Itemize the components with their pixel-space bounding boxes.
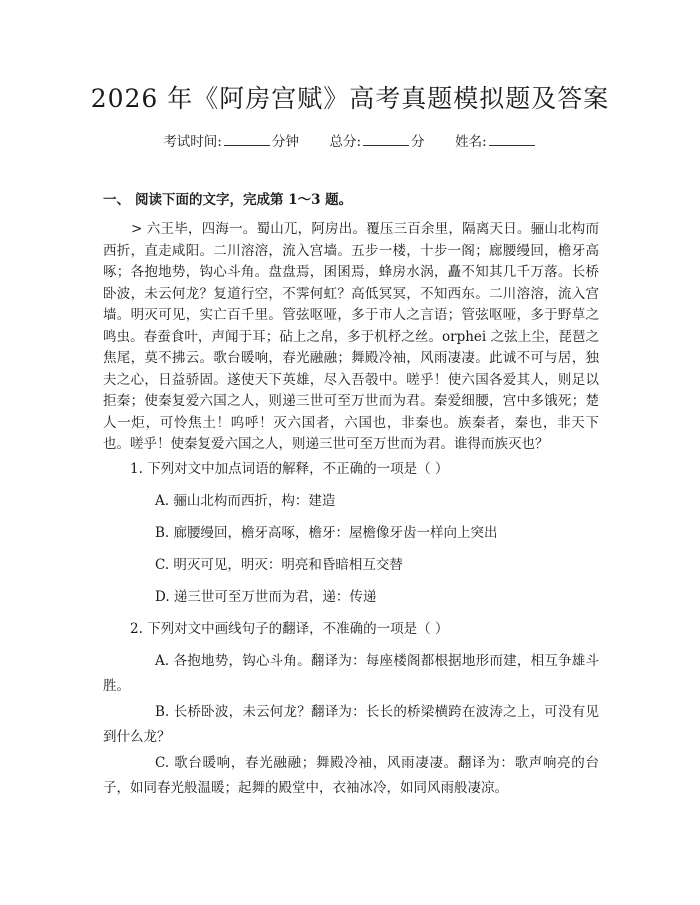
score-label: 总分:	[329, 134, 362, 150]
section-instruction: 阅读下面的文字，完成第 1～3 题。	[135, 192, 353, 208]
score-blank	[363, 133, 409, 146]
question-1-stem: 1. 下列对文中加点词语的解释，不正确的一项是（ ）	[130, 461, 449, 477]
time-blank	[224, 133, 270, 146]
question-2-option-c: C. 歌台暖响，春光融融；舞殿冷袖，风雨凄凄。翻译为：歌声响亮的台子，如同春光般温暖；起舞的殿堂中，衣袖冰冷，如同风雨般凄凉。	[103, 755, 599, 796]
section-heading	[103, 190, 352, 210]
exam-meta	[0, 132, 700, 152]
time-label: 考试时间:	[163, 134, 222, 150]
name-label: 姓名:	[455, 134, 487, 150]
question-2-stem: 2. 下列对文中画线句子的翻译，不准确的一项是（ ）	[130, 621, 449, 637]
question-1-option-d: D. 递三世可至万世而为君，递：传递	[155, 589, 377, 605]
question-1-option-a: A. 骊山北构而西折，构：建造	[155, 493, 336, 509]
time-unit: 分钟	[271, 134, 299, 150]
question-2-option-b: B. 长桥卧波，未云何龙？翻译为：长长的桥梁横跨在波涛之上，可没有见到什么龙？	[103, 704, 599, 745]
reading-passage: > 六王毕，四海一。蜀山兀，阿房出。覆压三百余里，隔离天日。骊山北构而西折，直走咸阳。二川溶溶，流入宫墙。五步一楼，十步一阁；廊腰缦回，檐牙高啄；各抱地势，钩心斗角。盘盘焉，囷囷焉，蜂房水涡，矗不知其几千万落。长桥卧波，未云何龙？复道行空，不霁何虹？高低冥冥，不知西东。二川溶溶，流入宫墙。明灭可见，实亡百千里。管弦呕哑，多于市人之言语；管弦呕哑，多于野草之鸣虫。春蚕食叶，声闻于耳；砧上之帛，多于机杼之丝。orphei 之弦上尘，琵琶之焦尾，莫不拂云。歌台暖响，春光融融；舞殿冷袖，风雨凄凄。此诚不可与居，独夫之心，日益骄固。遂使天下英雄，尽入吾彀中。嗟乎！使六国各爱其人，则足以拒秦；使秦复爱六国之人，则递三世可至万世而为君。秦爱细腰，宫中多饿死；楚人一炬，可怜焦土！呜呼！灭六国者，六国也，非秦也。族秦者，秦也，非天下也。嗟乎！使秦复爱六国之人，则递三世可至万世而为君。谁得而族灭也？	[103, 221, 599, 452]
page-title: 2026 年《阿房宫赋》高考真题模拟题及答案	[90, 84, 610, 113]
section-number: 一、	[103, 192, 130, 208]
question-1-option-c: C. 明灭可见，明灭：明亮和昏暗相互交替	[155, 557, 403, 573]
question-2-option-a: A. 各抱地势，钩心斗角。翻译为：每座楼阁都根据地形而建，相互争雄斗胜。	[103, 653, 599, 694]
question-1-option-b: B. 廊腰缦回，檐牙高啄，檐牙：屋檐像牙齿一样向上突出	[155, 525, 498, 541]
score-unit: 分	[411, 134, 425, 150]
name-blank	[489, 133, 535, 146]
